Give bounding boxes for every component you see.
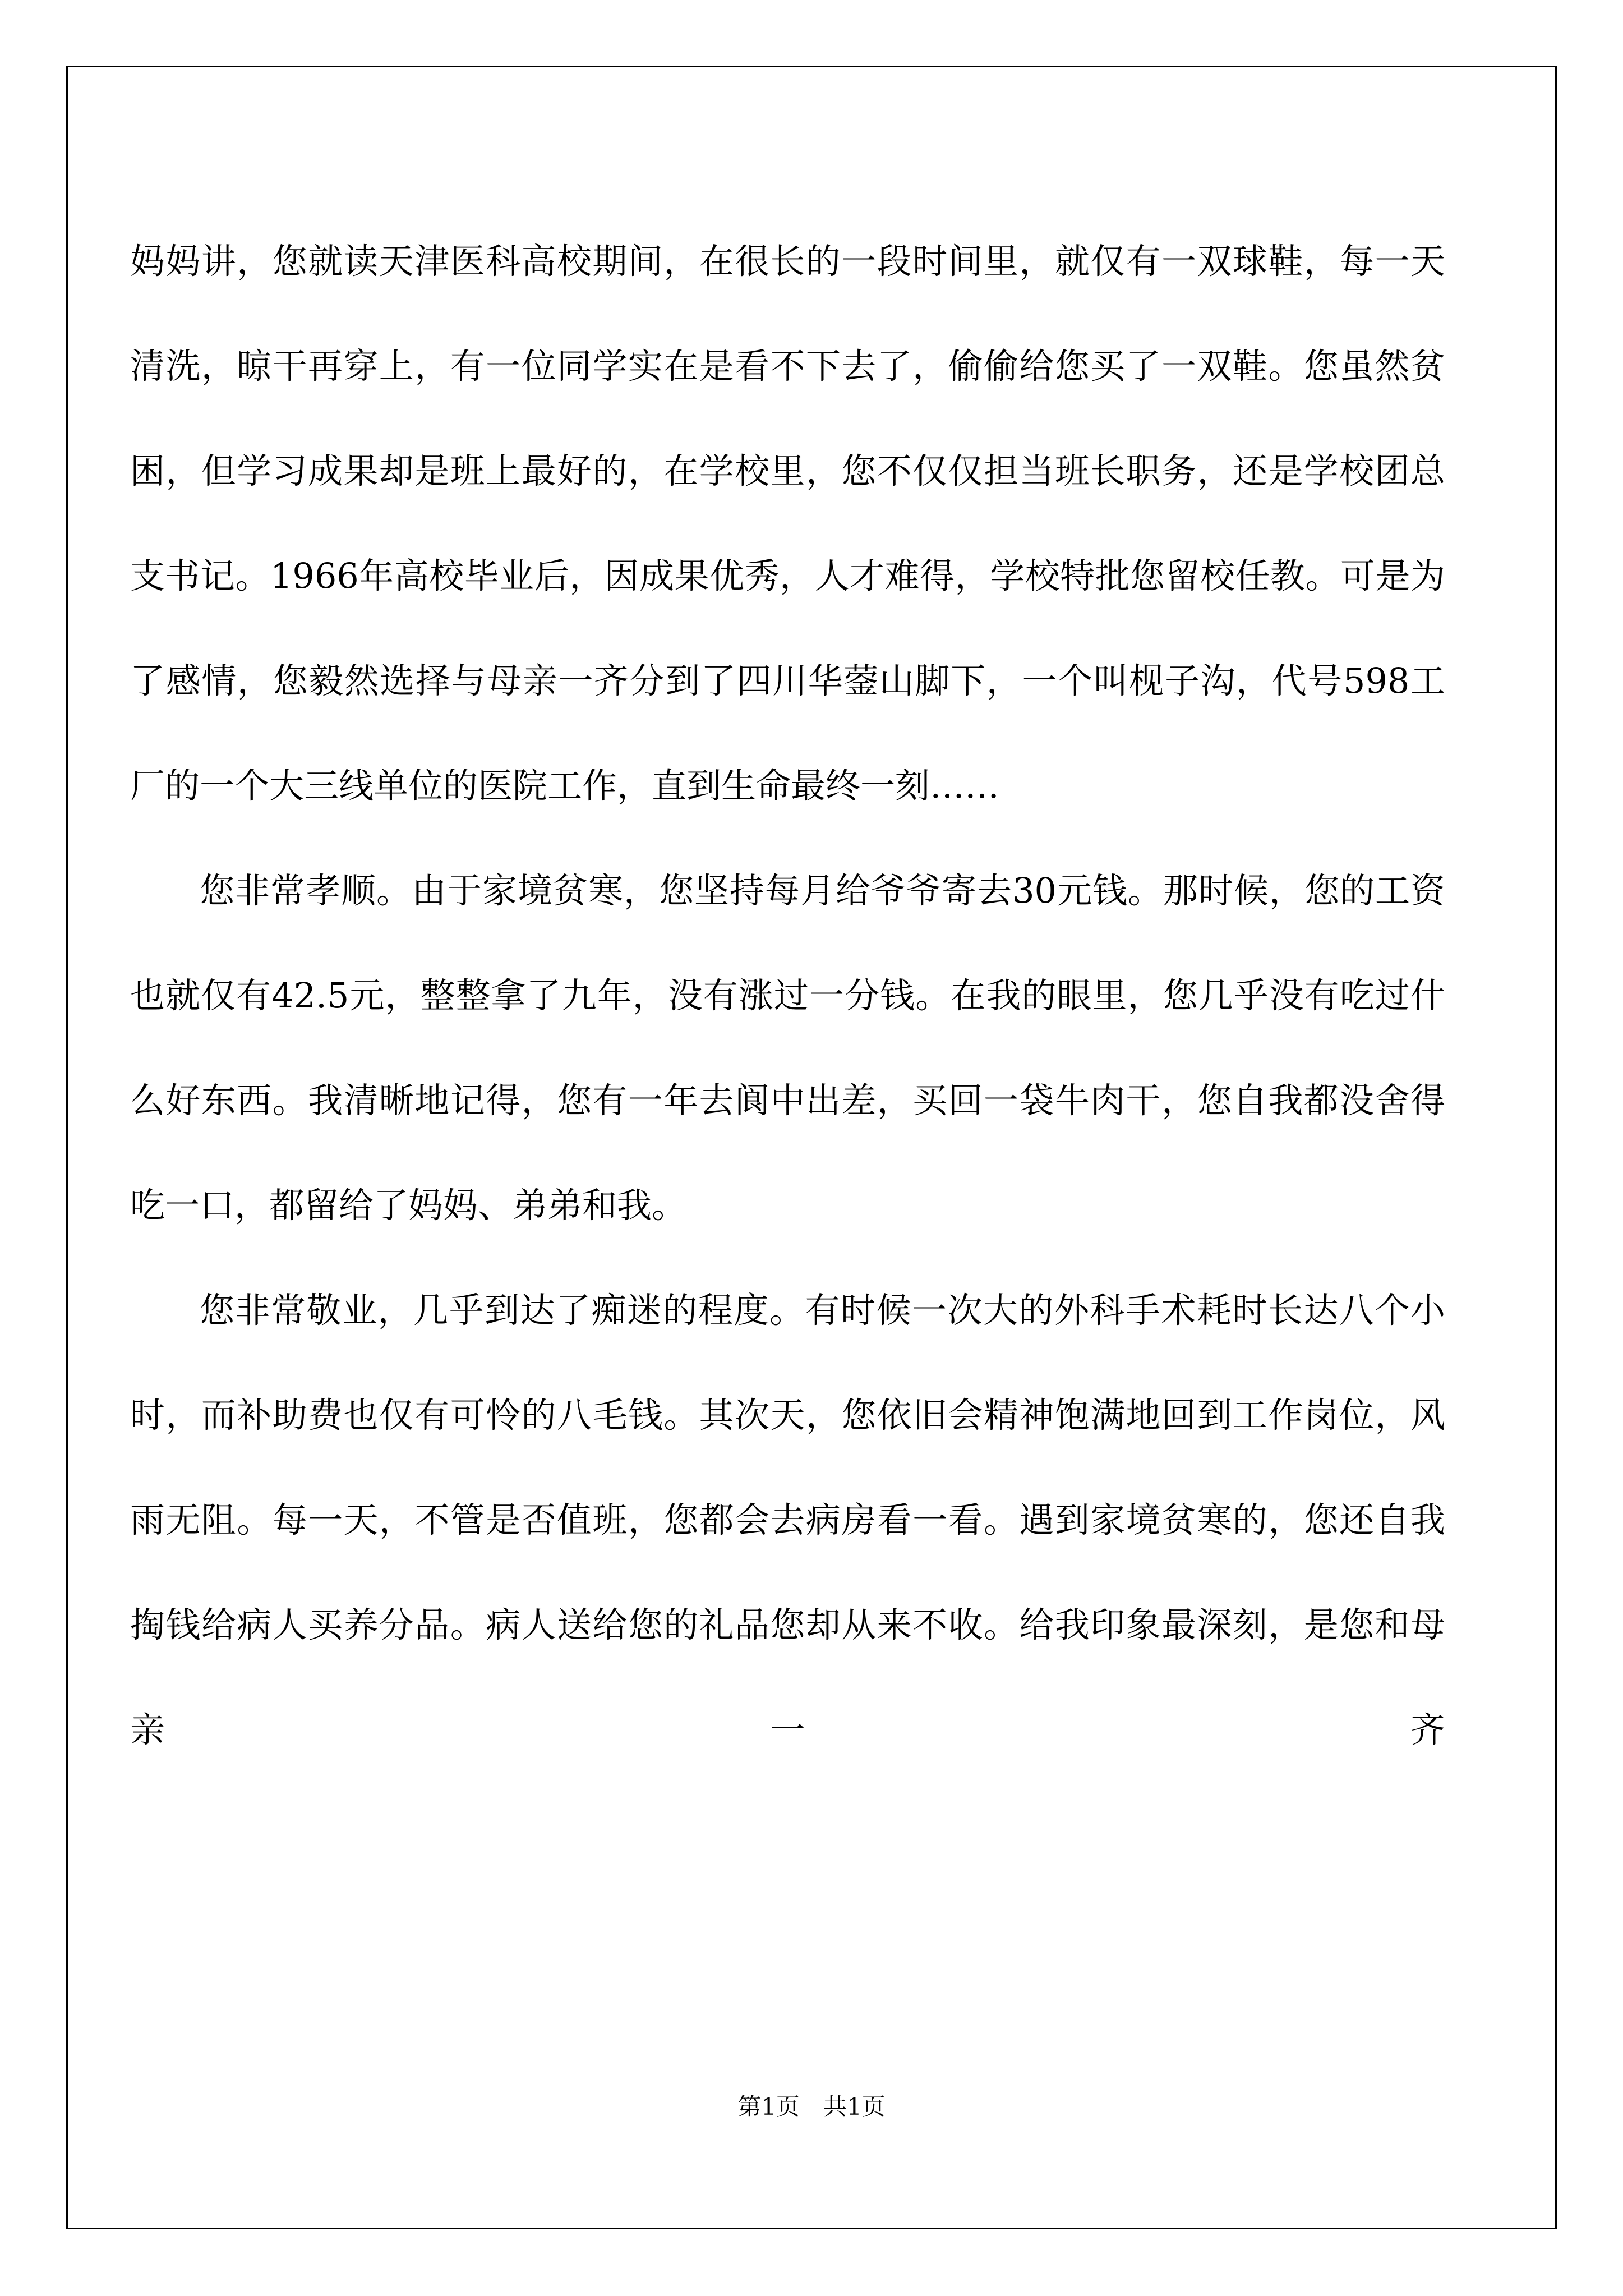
paragraph-2: 您非常孝顺。由于家境贫寒，您坚持每月给爷爷寄去30元钱。那时候，您的工资也就仅有42.5元，整整拿了九年，没有涨过一分钱。在我的眼里，您几乎没有吃过什么好东西。我清晰地记得，您有一年去阆中出差，买回一袋牛肉干，您自我都没舍得吃一口，都留给了妈妈、弟弟和我。 (130, 870, 1445, 1226)
paragraph-1: 妈妈讲，您就读天津医科高校期间，在很长的一段时间里，就仅有一双球鞋，每一天清洗，晾干再穿上，有一位同学实在是看不下去了，偷偷给您买了一双鞋。您虽然贫困，但学习成果却是班上最好的，在学校里，您不仅仅担当班长职务，还是学校团总支书记。1966年高校毕业后，因成果优秀，人才难得，学校特批您留校任教。可是为了感情，您毅然选择与母亲一齐分到了四川华蓥山脚下，一个叫枧子沟，代号598工厂的一个大三线单位的医院工作，直到生命最终一刻…… (130, 241, 1445, 806)
paragraph-3: 您非常敬业，几乎到达了痴迷的程度。有时候一次大的外科手术耗时长达八个小时，而补助费也仅有可怜的八毛钱。其次天，您依旧会精神饱满地回到工作岗位，风雨无阻。每一天，不管是否值班，您都会去病房看一看。遇到家境贫寒的，您还自我掏钱给病人买养分品。病人送给您的礼品您却从来不收。给我印象最深刻，是您和母亲一齐 (130, 1290, 1445, 1750)
page-number-footer: 第1页 共1页 (737, 2093, 886, 2120)
document-body (130, 209, 1445, 1782)
